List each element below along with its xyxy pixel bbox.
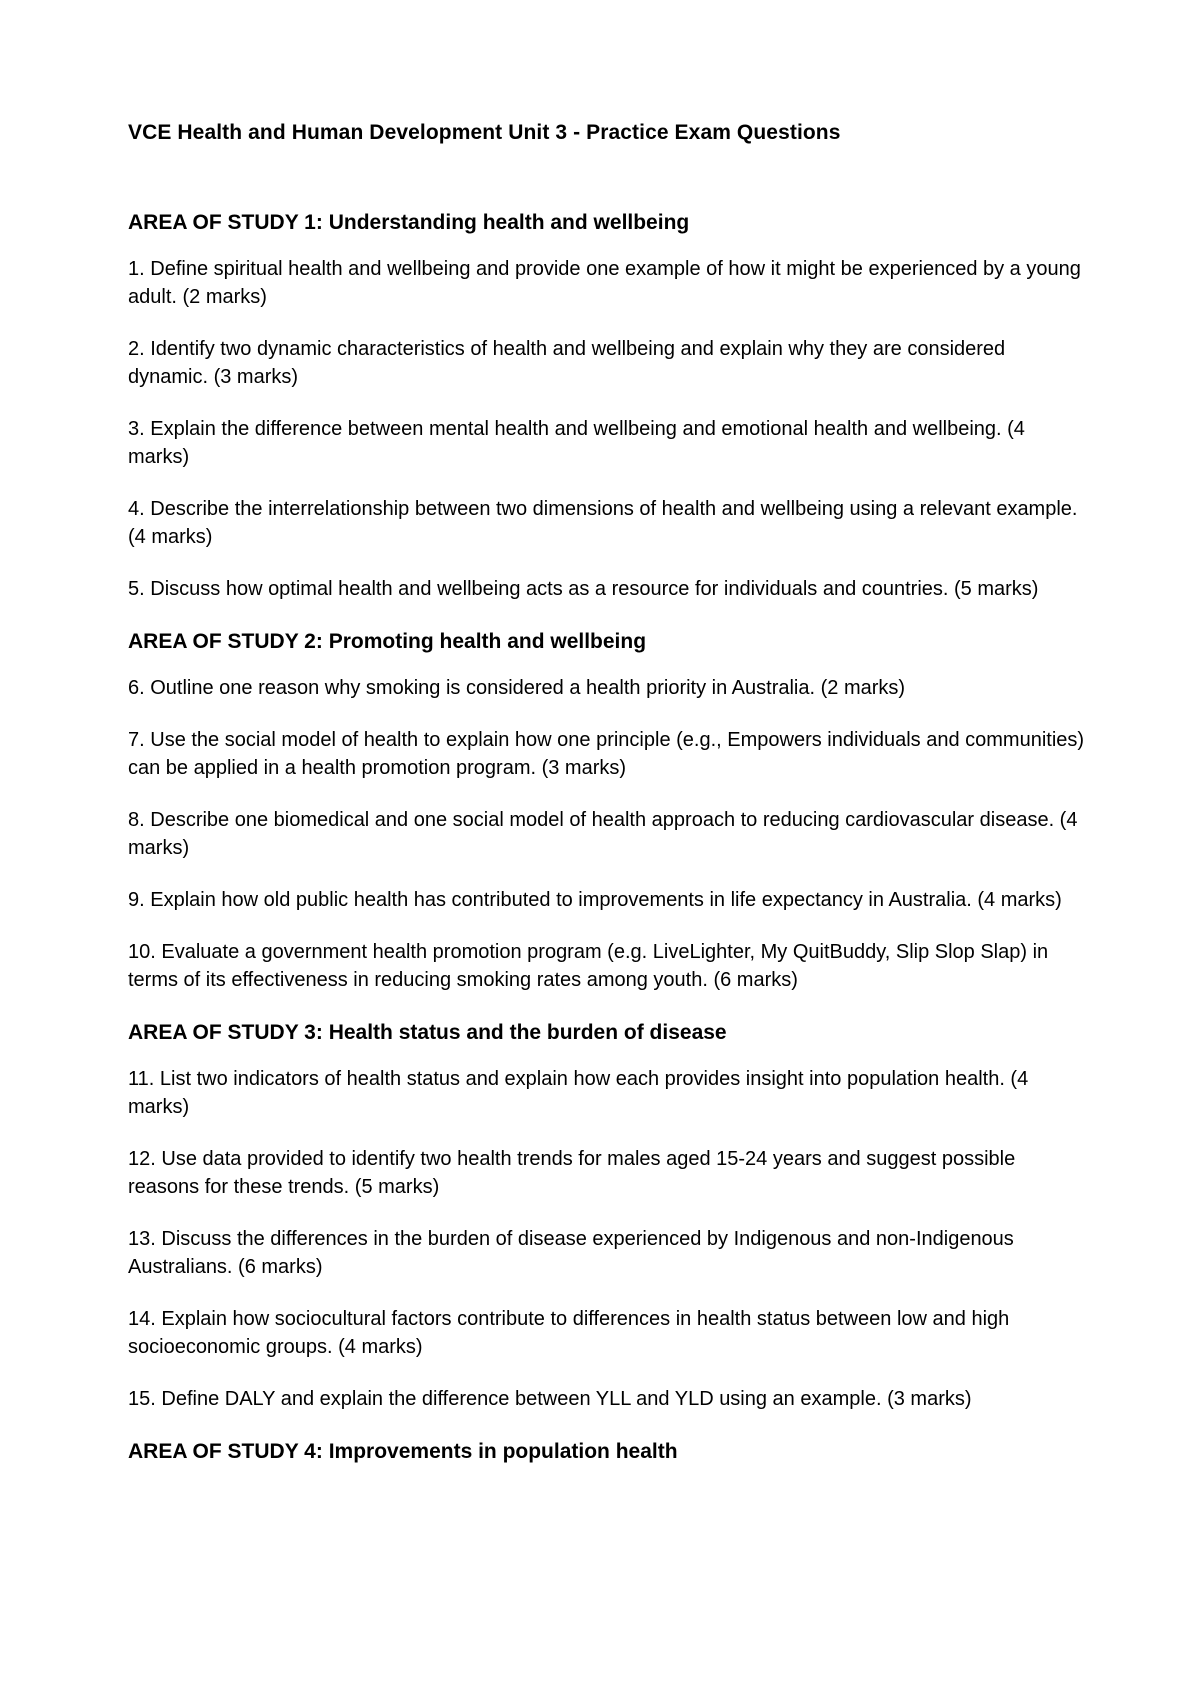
section-topic: Health status and the burden of disease [328, 1021, 727, 1044]
question-number: 15. [128, 1388, 156, 1410]
question-number: 1. [128, 258, 145, 280]
question-text: Identify two dynamic characteristics of health and wellbeing and explain why they are considered dynamic. (3 marks) [128, 338, 1006, 388]
question-text: List two indicators of health status and explain how each provides insight into population health. (4 marks) [128, 1068, 1029, 1118]
question-10 [128, 938, 1088, 994]
document-content [128, 118, 1088, 1484]
section-area-of-study-3 [128, 1018, 1088, 1413]
question-4 [128, 495, 1088, 551]
question-text: Explain how old public health has contributed to improvements in life expectancy in Australia. (4 marks) [150, 889, 1062, 911]
question-text: Outline one reason why smoking is considered a health priority in Australia. (2 marks) [150, 677, 906, 699]
question-text: Discuss how optimal health and wellbeing acts as a resource for individuals and countries. (5 marks) [150, 578, 1039, 600]
question-text: Describe one biomedical and one social model of health approach to reducing cardiovascular disease. (4 marks) [128, 809, 1078, 859]
section-heading: AREA OF STUDY 1: Understanding health and wellbeing [128, 211, 690, 234]
question-text: Explain how sociocultural factors contribute to differences in health status between low and high socioeconomic groups. (4 marks) [128, 1308, 1010, 1358]
section-label: AREA OF STUDY 2 [128, 630, 316, 653]
question-number: 2. [128, 338, 145, 360]
question-text: Evaluate a government health promotion program (e.g. LiveLighter, My QuitBuddy, Slip Slop Slap) in terms of its effectiveness in reducing smoking rates among youth. (6 marks) [128, 941, 1049, 991]
question-number: 6. [128, 677, 145, 699]
section-heading: AREA OF STUDY 3: Health status and the burden of disease [128, 1021, 727, 1044]
question-number: 3. [128, 418, 145, 440]
question-number: 4. [128, 498, 145, 520]
question-text: Define DALY and explain the difference between YLL and YLD using an example. (3 marks) [161, 1388, 972, 1410]
section-area-of-study-4 [128, 1437, 1088, 1467]
question-text: Define spiritual health and wellbeing and provide one example of how it might be experienced by a young adult. (2 marks) [128, 258, 1081, 308]
section-topic: Improvements in population health [328, 1440, 678, 1463]
question-6 [128, 674, 1088, 702]
section-label: AREA OF STUDY 1 [128, 211, 316, 234]
question-number: 8. [128, 809, 145, 831]
question-text: Describe the interrelationship between two dimensions of health and wellbeing using a relevant example. (4 marks) [128, 498, 1078, 548]
question-2 [128, 335, 1088, 391]
question-9 [128, 886, 1088, 914]
question-13 [128, 1225, 1088, 1281]
question-number: 11. [128, 1068, 155, 1090]
question-number: 10. [128, 941, 156, 963]
question-number: 9. [128, 889, 145, 911]
question-7 [128, 726, 1088, 782]
section-topic: Understanding health and wellbeing [328, 211, 690, 234]
question-number: 14. [128, 1308, 156, 1330]
question-text: Use data provided to identify two health trends for males aged 15-24 years and suggest possible reasons for these trends. (5 marks) [128, 1148, 1016, 1198]
section-heading: AREA OF STUDY 2: Promoting health and wellbeing [128, 630, 647, 653]
section-heading: AREA OF STUDY 4: Improvements in population health [128, 1440, 678, 1463]
question-3 [128, 415, 1088, 471]
question-number: 12. [128, 1148, 156, 1170]
question-text: Explain the difference between mental health and wellbeing and emotional health and wellbeing. (4 marks) [128, 418, 1025, 468]
section-area-of-study-1 [128, 208, 1088, 603]
section-label: AREA OF STUDY 3 [128, 1021, 316, 1044]
document-title: VCE Health and Human Development Unit 3 - Practice Exam Questions [128, 121, 841, 144]
question-11 [128, 1065, 1088, 1121]
section-label: AREA OF STUDY 4 [128, 1440, 316, 1463]
question-number: 7. [128, 729, 145, 751]
section-area-of-study-2 [128, 627, 1088, 994]
question-number: 13. [128, 1228, 156, 1250]
question-5 [128, 575, 1088, 603]
question-8 [128, 806, 1088, 862]
section-topic: Promoting health and wellbeing [328, 630, 647, 653]
question-14 [128, 1305, 1088, 1361]
question-15 [128, 1385, 1088, 1413]
question-text: Discuss the differences in the burden of disease experienced by Indigenous and non-Indigenous Australians. (6 marks) [128, 1228, 1014, 1278]
question-12 [128, 1145, 1088, 1201]
question-number: 5. [128, 578, 145, 600]
question-1 [128, 255, 1088, 311]
question-text: Use the social model of health to explain how one principle (e.g., Empowers individuals and communities) can be applied in a health promotion program. (3 marks) [128, 729, 1085, 779]
